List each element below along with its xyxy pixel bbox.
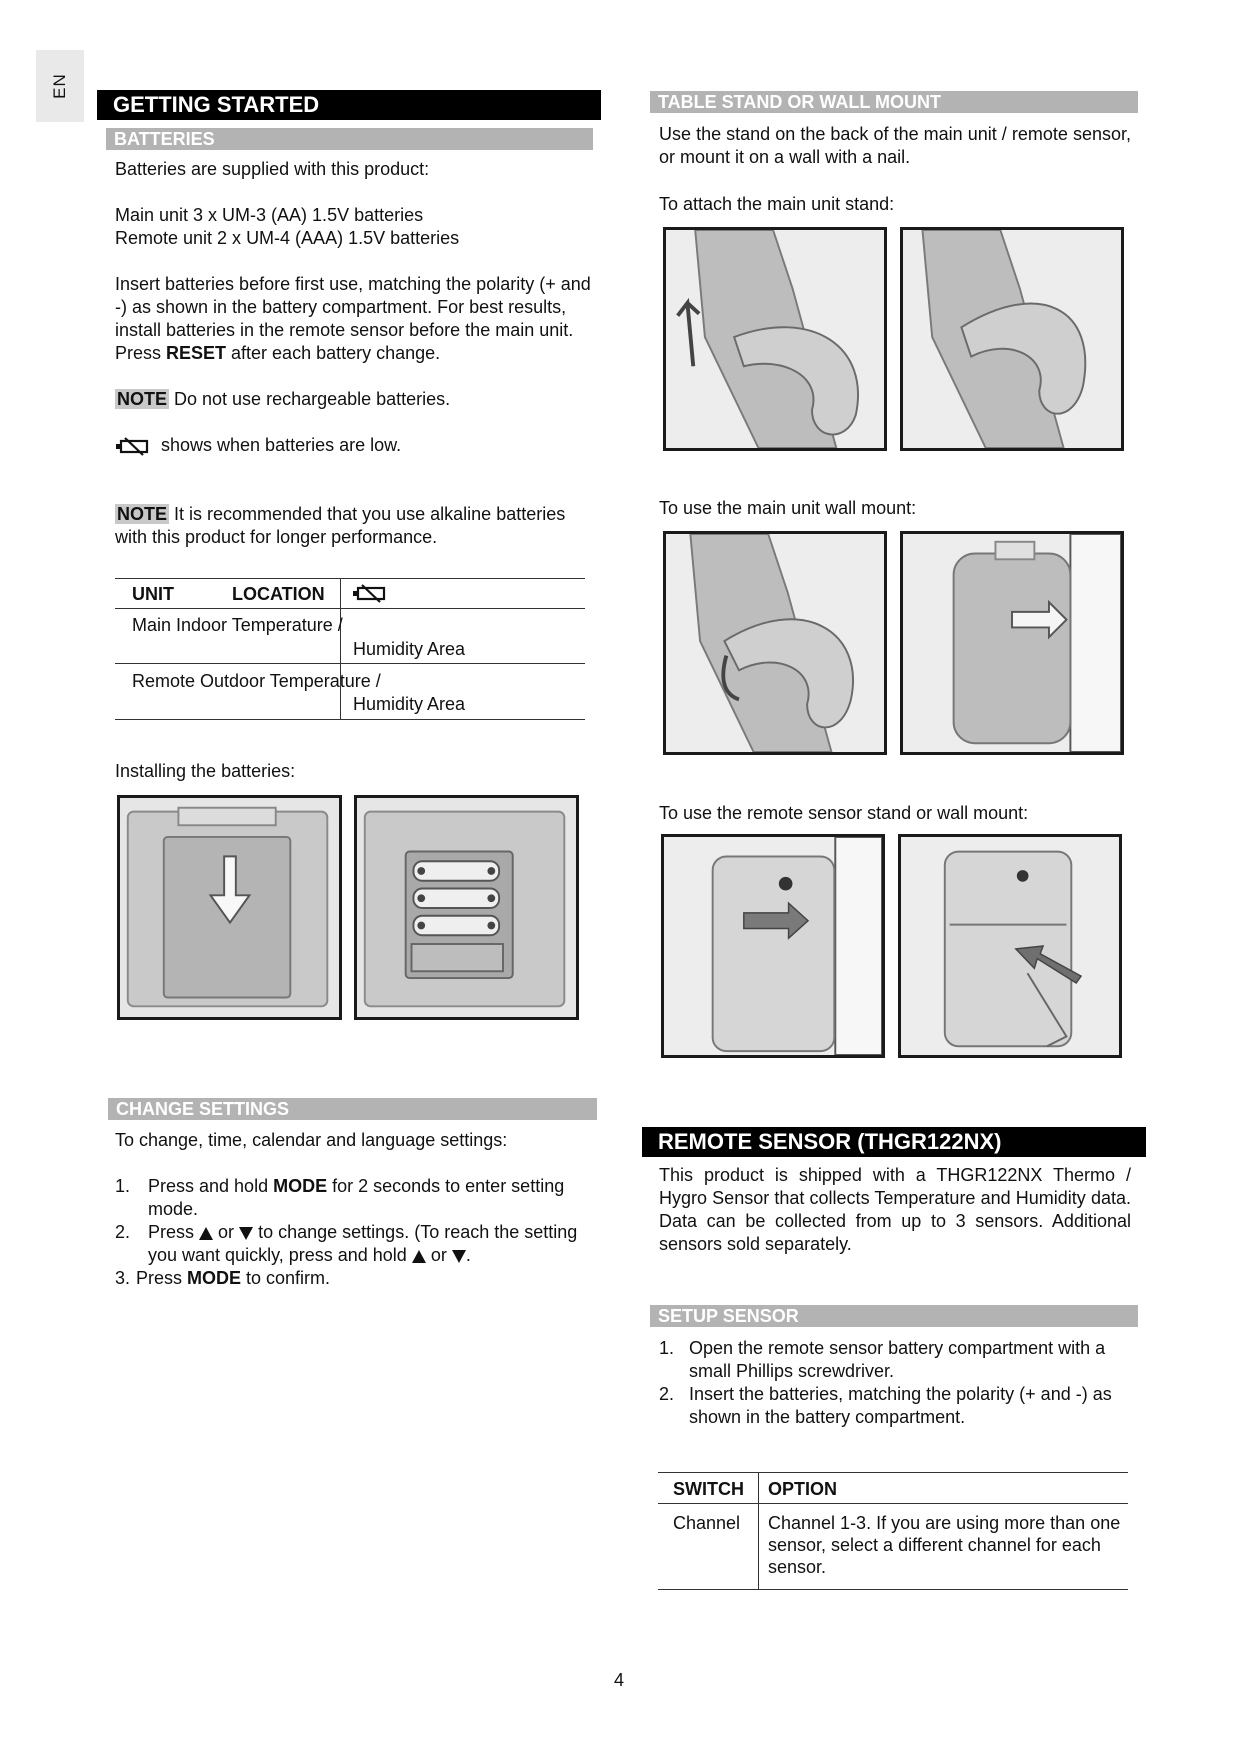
change-step-2 — [115, 1221, 595, 1267]
stand-attach-1-illustration — [666, 230, 884, 448]
note-alkaline-text: It is recommended that you use alkaline batteries with this product for longer performance. — [115, 504, 566, 547]
batteries-text — [115, 158, 595, 549]
row1-location-a: Main Indoor Temperature / — [132, 615, 343, 635]
stand-attach-2-illustration — [903, 230, 1121, 448]
batteries-inserted-illustration — [357, 798, 576, 1017]
insert-text-a: Insert batteries before first use, matching the polarity (+ and -) as shown in the battery compartment. For best results, install batteries in the remote sensor before the main unit. Press — [115, 274, 591, 363]
wall-mount-1-illustration — [666, 534, 884, 752]
note-rechargeable-text: Do not use rechargeable batteries. — [169, 389, 451, 409]
remote-sensor-intro: This product is shipped with a THGR122NX Thermo / Hygro Sensor that collects Temperature and Humidity data. Data can be collected from up to 3 sensors. Additional sensors sold separately. — [659, 1165, 1131, 1254]
step-1-text-b: for 2 seconds to enter setting mode. — [148, 1176, 565, 1219]
note-label-2: NOTE — [117, 504, 168, 524]
col-switch: SWITCH — [673, 1479, 744, 1499]
figure-remote-mount-2 — [898, 834, 1122, 1058]
table-stand-heading: TABLE STAND OR WALL MOUNT — [650, 91, 1138, 113]
step-2-end: . — [465, 1245, 471, 1265]
setup-step-1-number: 1. — [659, 1338, 675, 1358]
figure-stand-attach-2 — [900, 227, 1124, 451]
step-3-text-a: Press — [136, 1268, 188, 1288]
row1-location-b: Humidity Area — [353, 639, 466, 659]
up-arrow-icon — [199, 1227, 213, 1240]
row2-location-b: Humidity Area — [353, 694, 466, 714]
batteries-main-unit: Main unit 3 x UM-3 (AA) 1.5V batteries — [115, 205, 424, 225]
row-option-channel: Channel 1-3. If you are using more than one sensor, select a different channel for each sensor. — [768, 1513, 1121, 1577]
step-3-text-b: to confirm. — [241, 1268, 331, 1288]
down-arrow-icon — [239, 1227, 253, 1240]
language-tab — [36, 50, 84, 122]
setup-step-2-number: 2. — [659, 1384, 675, 1404]
installing-batteries-label: Installing the batteries: — [115, 761, 296, 781]
change-settings-heading: CHANGE SETTINGS — [108, 1098, 597, 1120]
change-settings-intro: To change, time, calendar and language settings: — [115, 1130, 508, 1150]
setup-sensor-heading: SETUP SENSOR — [650, 1305, 1138, 1327]
setup-step-1 — [659, 1337, 1131, 1383]
battery-location-table — [115, 578, 585, 720]
change-step-3 — [115, 1267, 595, 1290]
remote-mount-label: To use the remote sensor stand or wall mount: — [659, 803, 1029, 823]
mode-keyword-2: MODE — [187, 1268, 242, 1288]
figure-stand-attach-1 — [663, 227, 887, 451]
change-step-1 — [115, 1175, 595, 1221]
step-2-number: 2. — [115, 1222, 131, 1242]
note-label: NOTE — [117, 389, 168, 409]
setup-sensor-steps — [659, 1337, 1131, 1429]
down-arrow-icon-2 — [452, 1250, 466, 1263]
remote-mount-2-illustration — [901, 837, 1119, 1055]
low-battery-icon-table — [352, 583, 388, 603]
step-3-number: 3. — [115, 1268, 131, 1288]
getting-started-title: GETTING STARTED — [97, 90, 601, 120]
table-stand-intro: Use the stand on the back of the main unit / remote sensor, or mount it on a wall with a nail. — [659, 124, 1131, 167]
setup-step-2-text: Insert the batteries, matching the polarity (+ and -) as shown in the battery compartment. — [689, 1384, 1112, 1427]
batteries-intro: Batteries are supplied with this product: — [115, 159, 430, 179]
remote-sensor-title: REMOTE SENSOR (THGR122NX) — [642, 1127, 1146, 1157]
page-number: 4 — [614, 1670, 625, 1690]
step-1-number: 1. — [115, 1176, 131, 1196]
note-alkaline — [115, 503, 595, 549]
setup-step-2 — [659, 1383, 1131, 1429]
figure-wall-mount-2 — [900, 531, 1124, 755]
language-label: EN — [50, 73, 69, 99]
reset-keyword: RESET — [166, 343, 227, 363]
col-battery-icon — [352, 583, 388, 608]
figure-batteries-inserted — [354, 795, 579, 1020]
battery-cover-illustration — [120, 798, 339, 1017]
batteries-remote-unit: Remote unit 2 x UM-4 (AAA) 1.5V batteries — [115, 228, 460, 248]
batteries-insert-text — [115, 273, 595, 365]
wall-mount-2-illustration — [903, 534, 1121, 752]
main-wall-mount-label: To use the main unit wall mount: — [659, 498, 917, 518]
row-switch-channel: Channel — [673, 1513, 741, 1533]
insert-text-b: after each battery change. — [226, 343, 441, 363]
figure-wall-mount-1 — [663, 531, 887, 755]
step-2-or-2: or — [430, 1245, 447, 1265]
change-settings-text — [115, 1129, 595, 1290]
step-1-text-a: Press and hold — [148, 1176, 274, 1196]
figure-battery-cover — [117, 795, 342, 1020]
mode-keyword: MODE — [273, 1176, 328, 1196]
up-arrow-icon-2 — [412, 1250, 426, 1263]
col-location: LOCATION — [232, 584, 325, 604]
step-2-or: or — [218, 1222, 235, 1242]
remote-mount-1-illustration — [664, 837, 882, 1055]
low-battery-icon — [115, 436, 151, 456]
step-2-text-b: to change settings. (To reach the setting you want quickly, press and hold — [148, 1222, 578, 1265]
batteries-heading: BATTERIES — [106, 128, 593, 150]
note-rechargeable — [115, 388, 595, 411]
attach-main-stand-label: To attach the main unit stand: — [659, 194, 895, 214]
figure-remote-mount-1 — [661, 834, 885, 1058]
low-battery-text: shows when batteries are low. — [161, 435, 402, 455]
setup-step-1-text: Open the remote sensor battery compartment with a small Phillips screwdriver. — [689, 1338, 1106, 1381]
row2-location-a: Remote Outdoor Temperature / — [132, 671, 381, 691]
step-2-text-a: Press — [148, 1222, 195, 1242]
col-option: OPTION — [768, 1479, 838, 1499]
col-unit: UNIT — [132, 584, 174, 604]
switch-option-table — [658, 1472, 1128, 1590]
low-battery-line — [115, 434, 595, 457]
